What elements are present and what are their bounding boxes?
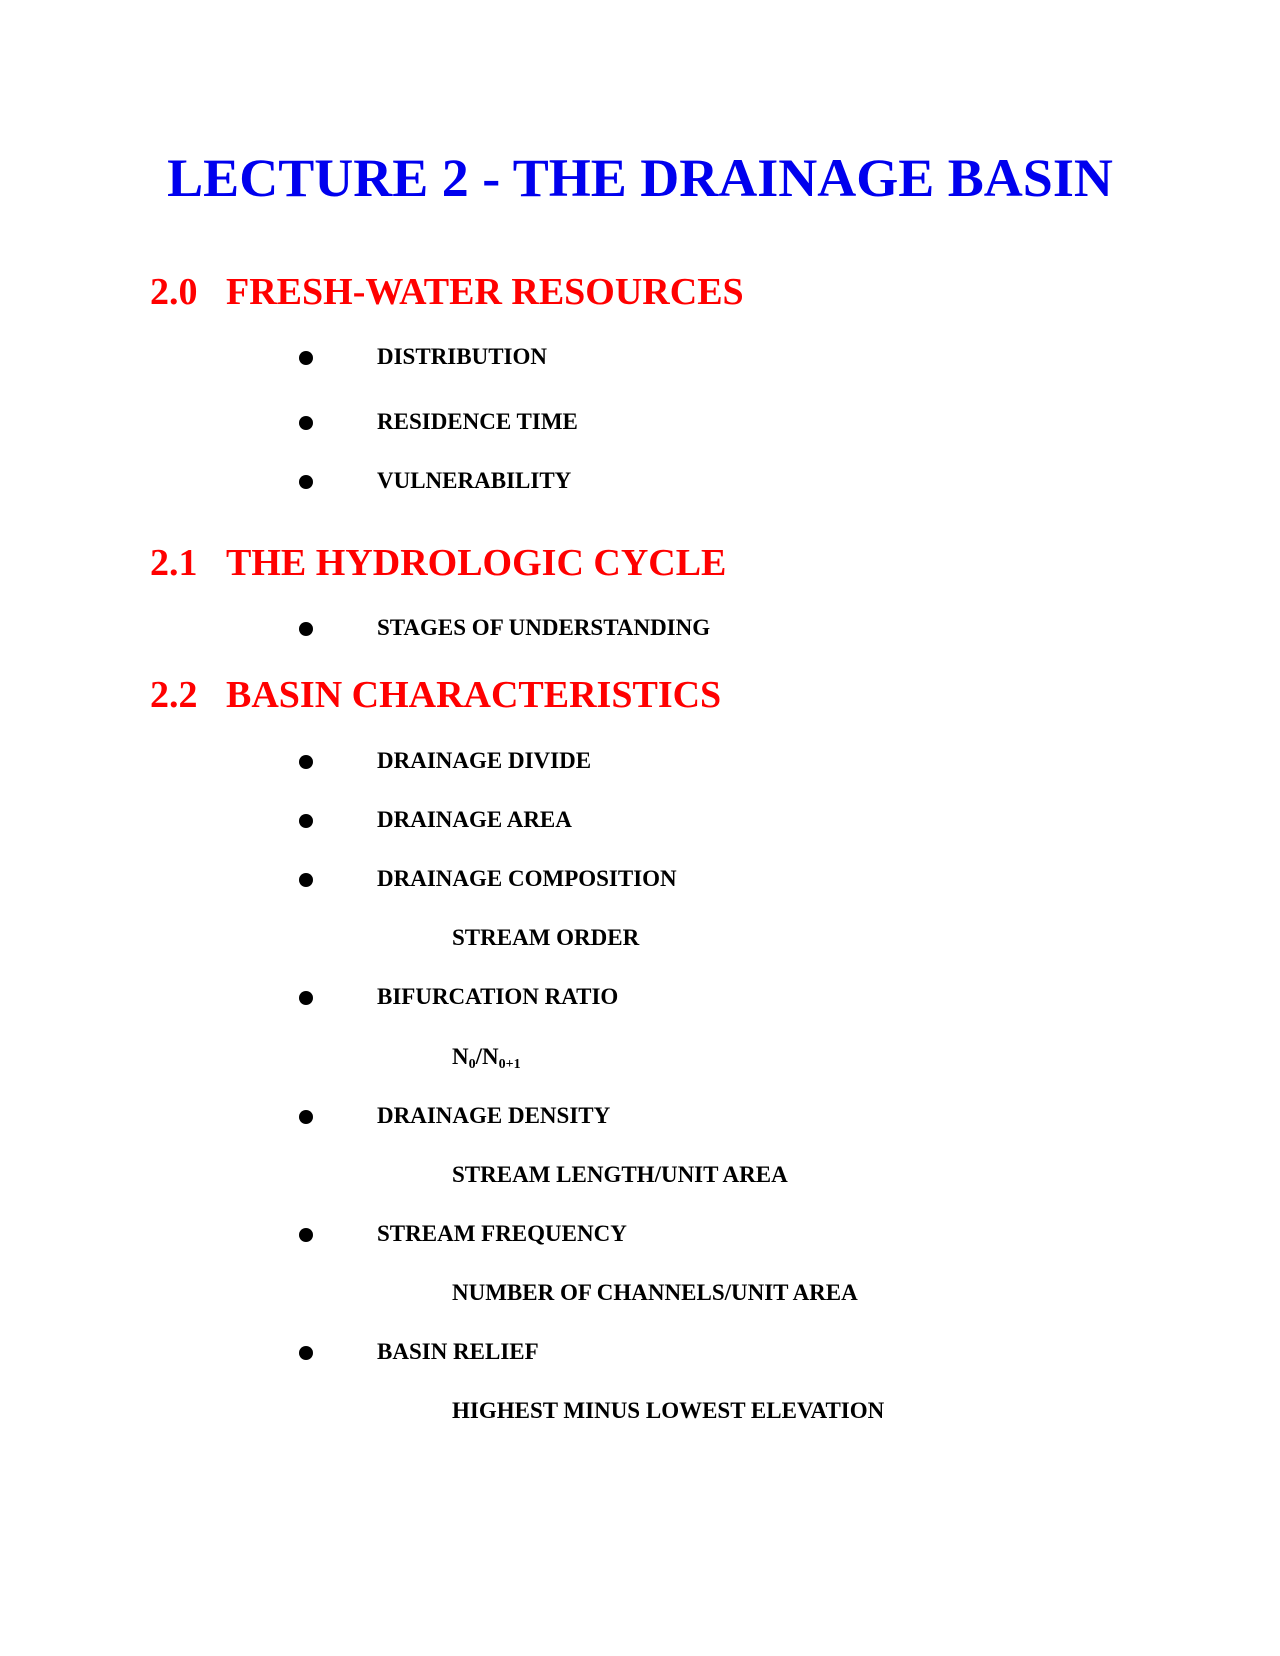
section-number: 2.2 (150, 674, 198, 716)
bullet-icon (299, 475, 313, 489)
section-heading-2-2 (150, 673, 721, 717)
sub-item: STREAM LENGTH/UNIT AREA (452, 1162, 788, 1187)
formula-subscript: 0+1 (498, 1057, 521, 1072)
section-number: 2.1 (150, 542, 198, 584)
lecture-title: LECTURE 2 - THE DRAINAGE BASIN (167, 148, 1113, 208)
bullet-icon (299, 814, 313, 828)
section-title: THE HYDROLOGIC CYCLE (226, 542, 727, 584)
list-item-label: STREAM FREQUENCY (377, 1221, 627, 1246)
bullet-icon (299, 991, 313, 1005)
formula-divisor: /N (475, 1044, 499, 1069)
bullet-icon (299, 873, 313, 887)
section-heading-2-0 (150, 270, 744, 314)
bullet-icon (299, 1228, 313, 1242)
formula-base: N (452, 1044, 469, 1069)
sub-item: STREAM ORDER (452, 925, 640, 950)
list-item-label: DISTRIBUTION (377, 344, 547, 369)
bullet-icon (299, 1346, 313, 1360)
section-number: 2.0 (150, 271, 198, 313)
bullet-icon (299, 622, 313, 636)
sub-item: NUMBER OF CHANNELS/UNIT AREA (452, 1280, 858, 1305)
list-item-label: DRAINAGE DENSITY (377, 1103, 611, 1128)
bifurcation-formula (452, 1042, 521, 1080)
section-title: BASIN CHARACTERISTICS (226, 674, 722, 716)
list-item-label: VULNERABILITY (377, 468, 572, 493)
sub-item: HIGHEST MINUS LOWEST ELEVATION (452, 1398, 885, 1423)
list-item-label: STAGES OF UNDERSTANDING (377, 615, 711, 640)
bullet-icon (299, 416, 313, 430)
section-heading-2-1 (150, 541, 726, 585)
list-item-label: DRAINAGE COMPOSITION (377, 866, 677, 891)
section-title: FRESH-WATER RESOURCES (226, 271, 744, 313)
list-item-label: DRAINAGE AREA (377, 807, 572, 832)
list-item-label: RESIDENCE TIME (377, 409, 578, 434)
bullet-icon (299, 1110, 313, 1124)
formula-subscript: 0 (468, 1057, 476, 1072)
bullet-icon (299, 755, 313, 769)
list-item-label: DRAINAGE DIVIDE (377, 748, 592, 773)
list-item-label: BASIN RELIEF (377, 1339, 539, 1364)
list-item-label: BIFURCATION RATIO (377, 984, 619, 1009)
bullet-icon (299, 351, 313, 365)
